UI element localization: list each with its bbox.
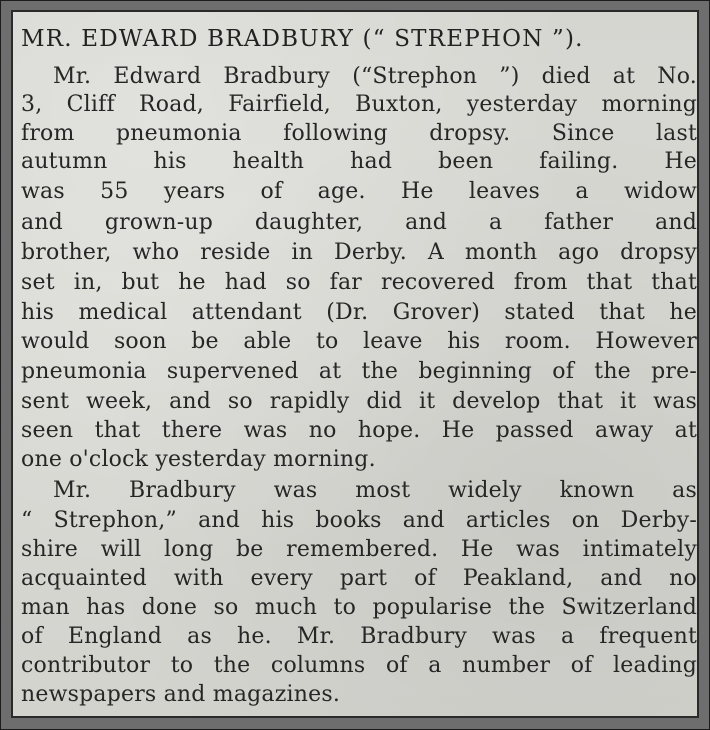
article-line: set in, but he had so far recovered from that that: [21, 270, 697, 295]
article-line: brother, who reside in Derby. A month ago dropsy: [21, 240, 697, 265]
article-line: man has done so much to popularise the Switzerland: [21, 595, 697, 620]
article-line: his medical attendant (Dr. Grover) stated that he: [21, 300, 697, 325]
article-line: was 55 years of age. He leaves a widow: [21, 179, 697, 204]
article-line: “ Strephon,” and his books and articles on Derby-: [21, 508, 697, 533]
article-headline: MR. EDWARD BRADBURY (“ STREPHON ”).: [21, 26, 584, 52]
newspaper-clipping: [11, 10, 699, 718]
article-line: one o'clock yesterday morning.: [21, 447, 376, 472]
article-line: pneumonia supervened at the beginning of the pre-: [21, 359, 697, 384]
article-line: sent week, and so rapidly did it develop that it was: [21, 389, 697, 414]
article-line: from pneumonia following dropsy. Since last: [21, 121, 697, 146]
article-line: and grown-up daughter, and a father and: [21, 210, 697, 235]
article-line: seen that there was no hope. He passed away at: [21, 418, 697, 443]
article-line: Mr. Edward Bradbury (“Strephon ”) died at No.: [53, 64, 697, 89]
article-line: newspapers and magazines.: [21, 682, 341, 707]
article-line: acquainted with every part of Peakland, and no: [21, 566, 697, 591]
article-line: shire will long be remembered. He was intimately: [21, 537, 697, 562]
article-line: of England as he. Mr. Bradbury was a frequent: [21, 624, 697, 649]
article-line: autumn his health had been failing. He: [21, 149, 697, 174]
article-line: would soon be able to leave his room. However: [21, 329, 697, 354]
article-line: contributor to the columns of a number of leading: [21, 653, 697, 678]
article-line: Mr. Bradbury was most widely known as: [53, 478, 697, 503]
article-line: 3, Cliff Road, Fairfield, Buxton, yesterday morning: [21, 92, 697, 117]
